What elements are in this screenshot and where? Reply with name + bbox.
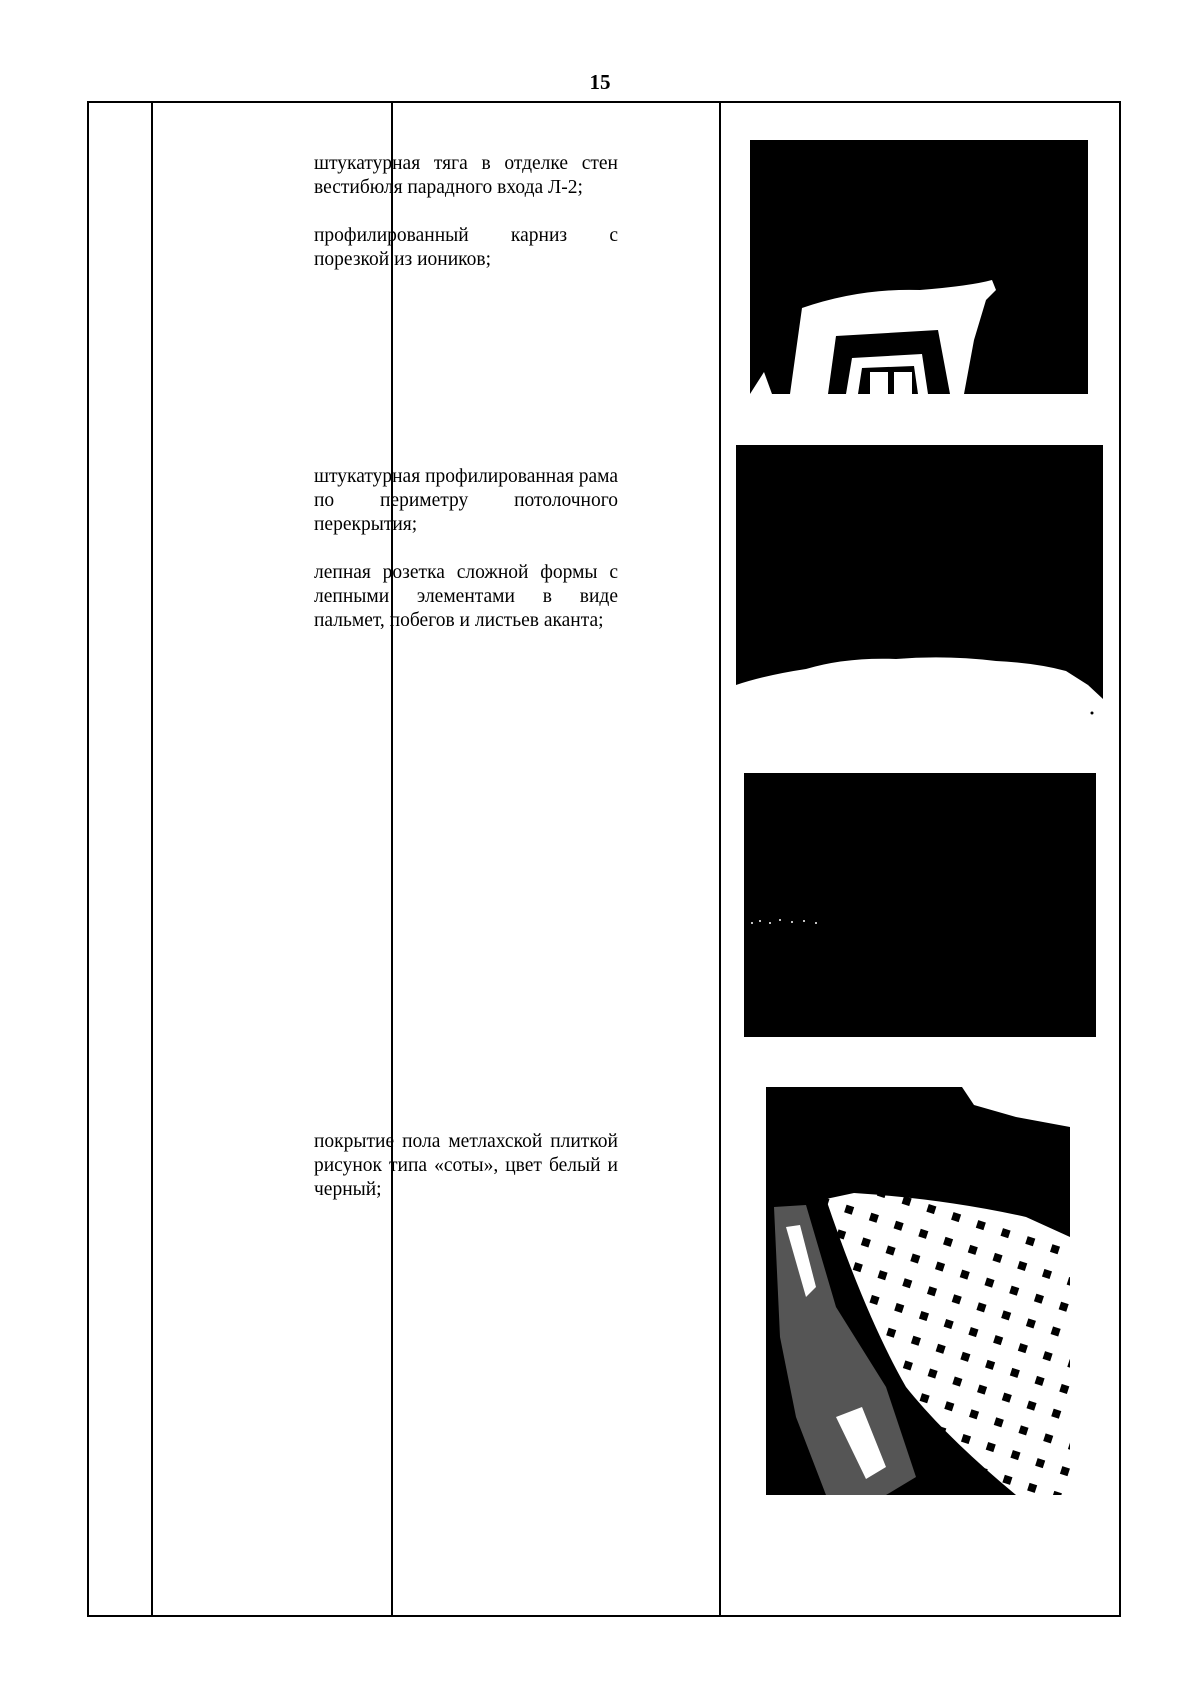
column-divider [151, 103, 153, 1615]
paragraph: покрытие пола метлахской плиткой рисунок типа «соты», цвет белый и черный; [314, 1131, 618, 1200]
page-number: 15 [589, 70, 611, 94]
entry-description [314, 152, 618, 296]
entry-description [314, 465, 618, 657]
photo-cornice [750, 140, 1088, 394]
photo-floor-tiles [766, 1087, 1070, 1495]
column-divider [391, 103, 393, 1615]
paragraph: штукатурная профилированная рама по периметру потолочного перекрытия; [314, 466, 618, 535]
photo-ceiling-frame [736, 445, 1103, 732]
paragraph: штукатурная тяга в отделке стен вестибюля парадного входа Л-2; [314, 153, 618, 198]
photo-rosette [744, 773, 1096, 1037]
paragraph: профилированный карниз с порезкой из иоников; [314, 225, 618, 270]
column-divider [719, 103, 721, 1615]
paragraph: лепная розетка сложной формы с лепными элементами в виде пальмет, побегов и листьев аканта; [314, 562, 618, 631]
entry-description [314, 1130, 618, 1226]
